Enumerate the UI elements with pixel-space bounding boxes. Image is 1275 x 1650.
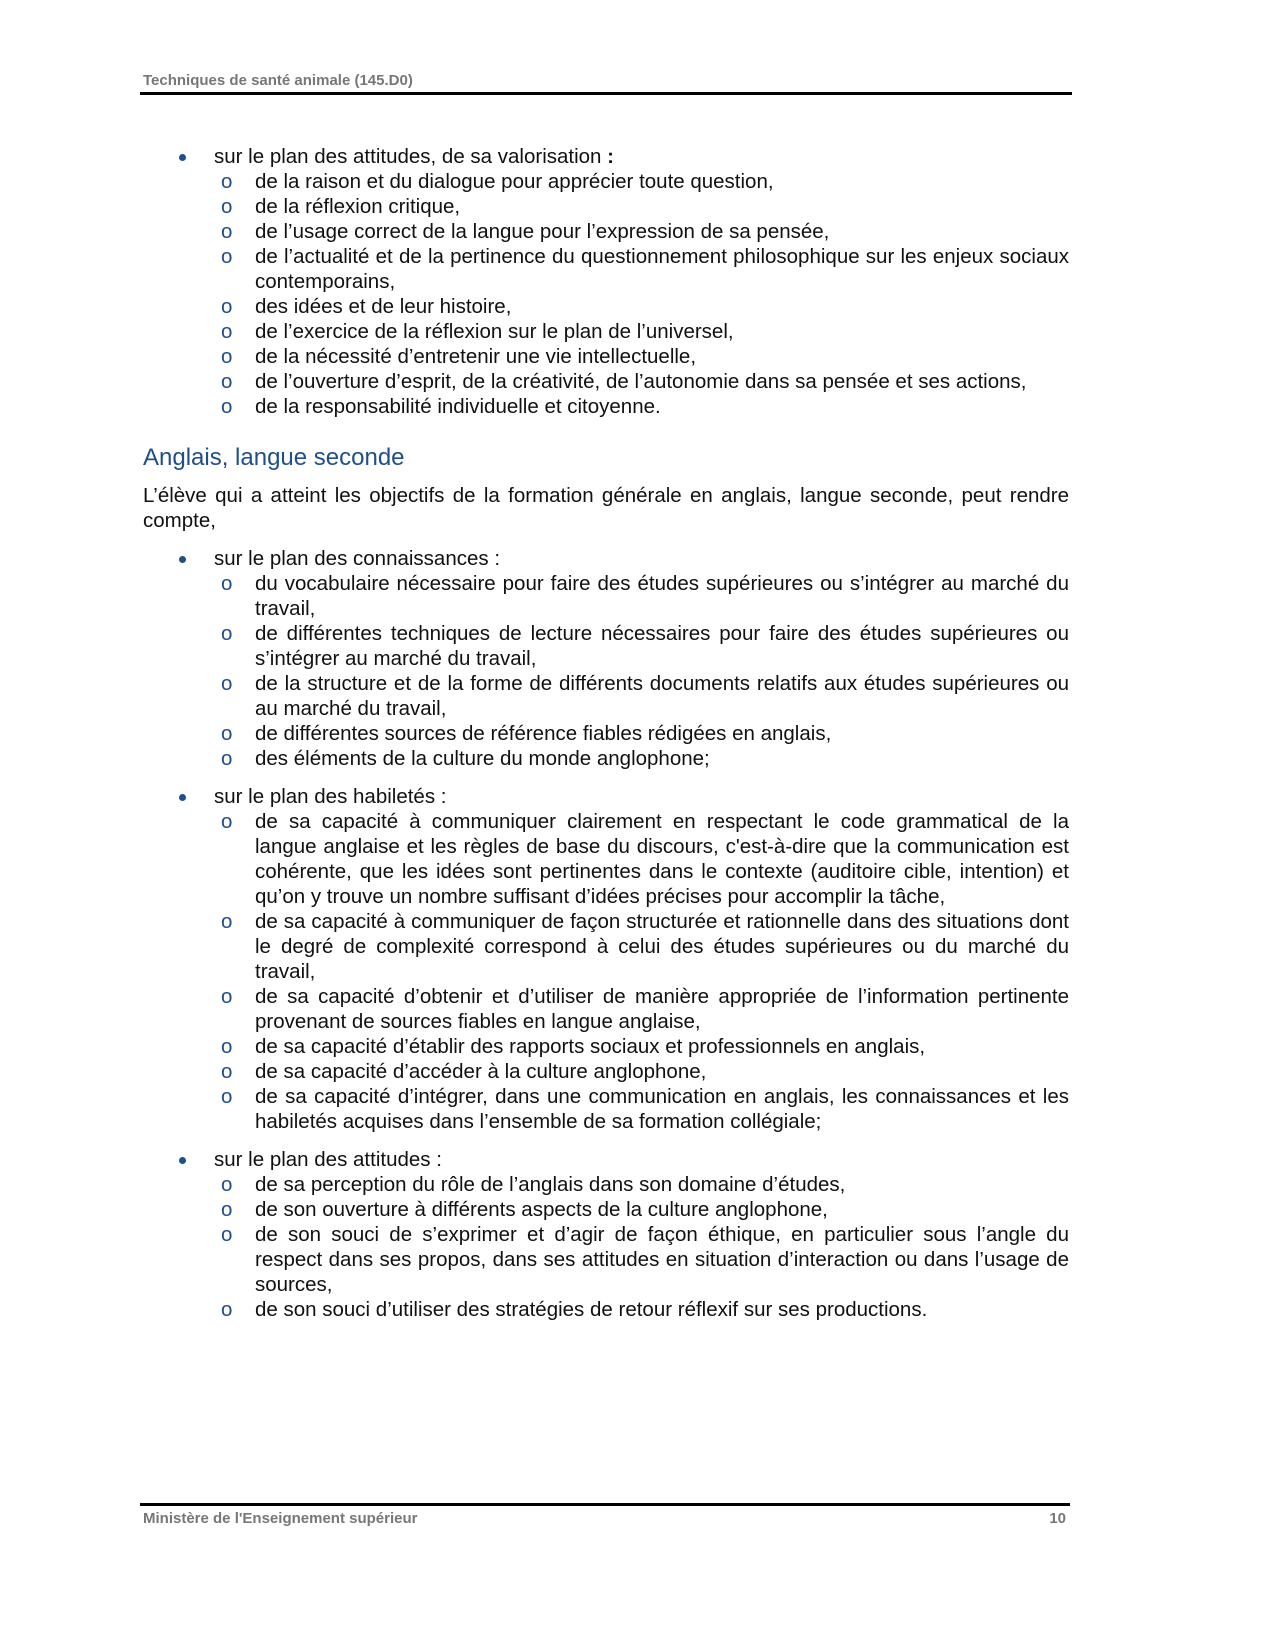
list-item-text: de son souci d’utiliser des stratégies de retour réflexif sur ses productions. xyxy=(255,1298,928,1321)
circle-bullet-icon: o xyxy=(221,572,233,595)
list-item-text: de son souci de s’exprimer et d’agir de façon éthique, en particulier sous l’angle du respect dans ses propos, dans ses attitudes en situation d’interaction ou dans l’usage de sources, xyxy=(255,1223,1069,1296)
circle-bullet-icon: o xyxy=(221,1173,233,1196)
circle-bullet-icon: o xyxy=(221,295,233,318)
list-item xyxy=(214,984,1069,1034)
sub-list xyxy=(214,169,1069,419)
list-item-text: de la responsabilité individuelle et citoyenne. xyxy=(255,395,661,418)
circle-bullet-icon: o xyxy=(221,245,233,268)
list-item-text: de sa capacité d’établir des rapports sociaux et professionnels en anglais, xyxy=(255,1035,926,1058)
page-number: 10 xyxy=(1049,1510,1066,1527)
circle-bullet-icon: o xyxy=(221,1035,233,1058)
list-item xyxy=(214,1172,1069,1197)
footer-text: Ministère de l'Enseignement supérieur xyxy=(143,1510,418,1527)
list-item xyxy=(214,809,1069,909)
list-item-text: de la raison et du dialogue pour apprécier toute question, xyxy=(255,170,774,193)
list-item xyxy=(214,746,1069,771)
list-item-text: de la structure et de la forme de différents documents relatifs aux études supérieures ou au marché du travail, xyxy=(255,672,1069,720)
list-item xyxy=(214,621,1069,671)
list-item-text: de différentes sources de référence fiables rédigées en anglais, xyxy=(255,722,832,745)
list-item-text: de sa capacité à communiquer de façon structurée et rationnelle dans des situations dont le degré de complexité correspond à celui des études supérieures ou du marché du travail, xyxy=(255,910,1069,983)
circle-bullet-icon: o xyxy=(221,1085,233,1108)
list-item xyxy=(214,909,1069,984)
list-item-text: de sa capacité d’intégrer, dans une communication en anglais, les connaissances et les habiletés acquises dans l’ensemble de sa formation collégiale; xyxy=(255,1085,1069,1133)
circle-bullet-icon: o xyxy=(221,195,233,218)
bullet-icon xyxy=(179,1157,186,1164)
circle-bullet-icon: o xyxy=(221,622,233,645)
bullet-icon xyxy=(179,794,186,801)
bullet-icon xyxy=(179,154,186,161)
circle-bullet-icon: o xyxy=(221,1198,233,1221)
list-item xyxy=(214,1059,1069,1084)
page-content xyxy=(143,144,1069,1335)
list-item xyxy=(214,219,1069,244)
list-item xyxy=(214,319,1069,344)
bullet-colon: : xyxy=(607,145,614,168)
list-item-text: des éléments de la culture du monde anglophone; xyxy=(255,747,710,770)
list-item xyxy=(214,244,1069,294)
circle-bullet-icon: o xyxy=(221,170,233,193)
sub-list xyxy=(214,571,1069,771)
list-item xyxy=(214,294,1069,319)
list-item xyxy=(214,1034,1069,1059)
bullet-list xyxy=(143,546,1069,1322)
list-item xyxy=(214,571,1069,621)
bullet-item xyxy=(143,546,1069,771)
section-heading: Anglais, langue seconde xyxy=(143,444,405,471)
bullet-attitudes-philo xyxy=(143,144,1069,419)
footer-rule xyxy=(140,1503,1070,1506)
circle-bullet-icon: o xyxy=(221,220,233,243)
circle-bullet-icon: o xyxy=(221,722,233,745)
circle-bullet-icon: o xyxy=(221,810,233,833)
list-item xyxy=(214,344,1069,369)
header-rule xyxy=(140,92,1072,95)
list-item xyxy=(214,1084,1069,1134)
circle-bullet-icon: o xyxy=(221,320,233,343)
circle-bullet-icon: o xyxy=(221,985,233,1008)
list-item-text: de l’exercice de la réflexion sur le plan de l’universel, xyxy=(255,320,734,343)
circle-bullet-icon: o xyxy=(221,910,233,933)
list-item-text: de la réflexion critique, xyxy=(255,195,461,218)
circle-bullet-icon: o xyxy=(221,672,233,695)
bullet-label: sur le plan des attitudes : xyxy=(214,1148,442,1171)
running-header: Techniques de santé animale (145.D0) xyxy=(143,72,413,89)
circle-bullet-icon: o xyxy=(221,747,233,770)
section-intro: L’élève qui a atteint les objectifs de la formation générale en anglais, langue seconde, peut rendre compte, xyxy=(143,484,1069,532)
list-item xyxy=(214,169,1069,194)
list-item xyxy=(214,671,1069,721)
list-item-text: de son ouverture à différents aspects de la culture anglophone, xyxy=(255,1198,828,1221)
circle-bullet-icon: o xyxy=(221,345,233,368)
list-item-text: de sa capacité d’obtenir et d’utiliser de manière appropriée de l’information pertinente provenant de sources fiables en langue anglaise, xyxy=(255,985,1069,1033)
list-item xyxy=(214,369,1069,394)
list-item xyxy=(214,721,1069,746)
list-item-text: de sa capacité à communiquer clairement en respectant le code grammatical de la langue anglaise et les règles de base du discours, c'est-à-dire que la communication est cohérente, que les idées sont pertinentes dans le contexte (auditoire cible, intention) et qu’on y trouve un nombre suffisant d’idées précises pour accomplir la tâche, xyxy=(255,810,1069,908)
circle-bullet-icon: o xyxy=(221,395,233,418)
list-item xyxy=(214,1297,1069,1322)
sub-list xyxy=(214,809,1069,1134)
bullet-item xyxy=(143,1147,1069,1322)
list-item-text: de l’ouverture d’esprit, de la créativité, de l’autonomie dans sa pensée et ses actions, xyxy=(255,370,1027,393)
list-item xyxy=(214,394,1069,419)
list-item-text: des idées et de leur histoire, xyxy=(255,295,512,318)
list-item-text: de différentes techniques de lecture nécessaires pour faire des études supérieures ou s’intégrer au marché du travail, xyxy=(255,622,1069,670)
list-item xyxy=(214,194,1069,219)
list-item-text: du vocabulaire nécessaire pour faire des études supérieures ou s’intégrer au marché du travail, xyxy=(255,572,1069,620)
list-item-text: de l’actualité et de la pertinence du questionnement philosophique sur les enjeux sociaux contemporains, xyxy=(255,245,1069,293)
bullet-label: sur le plan des habiletés : xyxy=(214,785,447,808)
list-item xyxy=(214,1222,1069,1297)
sub-list xyxy=(214,1172,1069,1322)
list-item xyxy=(214,1197,1069,1222)
list-item-text: de sa capacité d’accéder à la culture anglophone, xyxy=(255,1060,707,1083)
list-item-text: de sa perception du rôle de l’anglais dans son domaine d’études, xyxy=(255,1173,846,1196)
bullet-item xyxy=(143,784,1069,1134)
list-item-text: de l’usage correct de la langue pour l’expression de sa pensée, xyxy=(255,220,830,243)
bullet-label: sur le plan des connaissances : xyxy=(214,547,501,570)
bullet-label: sur le plan des attitudes, de sa valorisation xyxy=(214,145,608,168)
bullet-icon xyxy=(179,556,186,563)
list-item-text: de la nécessité d’entretenir une vie intellectuelle, xyxy=(255,345,697,368)
circle-bullet-icon: o xyxy=(221,1223,233,1246)
circle-bullet-icon: o xyxy=(221,1060,233,1083)
circle-bullet-icon: o xyxy=(221,1298,233,1321)
circle-bullet-icon: o xyxy=(221,370,233,393)
